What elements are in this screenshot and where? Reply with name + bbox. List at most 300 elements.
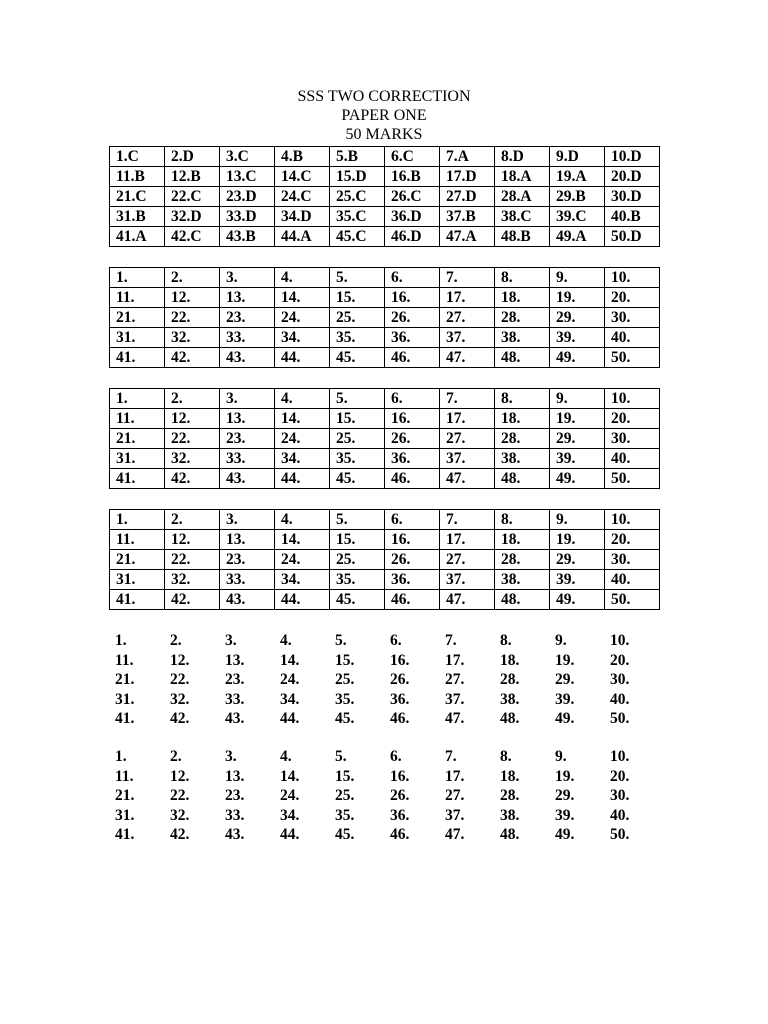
table-cell: 9.: [550, 510, 605, 530]
table-cell: 35.: [330, 570, 385, 590]
table-cell: 10.: [605, 268, 660, 288]
table-cell: 25.: [335, 787, 355, 804]
table-cell: 46.: [385, 590, 440, 610]
table-cell: 21.: [115, 787, 135, 804]
table-cell: 45.: [335, 710, 355, 727]
table-cell: 6.: [390, 632, 402, 649]
table-cell: 44.: [275, 348, 330, 368]
table-cell: 49.: [555, 710, 575, 727]
table-cell: 2.: [165, 389, 220, 409]
table-cell: 24.: [280, 671, 300, 688]
table-cell: 2.: [165, 510, 220, 530]
table-cell: 14.: [275, 530, 330, 550]
table-cell: 14.C: [275, 167, 330, 187]
table-cell: 12.: [165, 530, 220, 550]
table-cell: 26.C: [385, 187, 440, 207]
table-cell: 6.C: [385, 147, 440, 167]
table-cell: 23.: [225, 671, 245, 688]
table-cell: 45.C: [330, 227, 385, 247]
table-cell: 23.: [220, 308, 275, 328]
table-cell: 18.: [495, 530, 550, 550]
table-cell: 12.B: [165, 167, 220, 187]
table-cell: 15.: [330, 288, 385, 308]
table-cell: 48.: [500, 826, 520, 843]
table-cell: 46.: [390, 710, 410, 727]
table-cell: 27.: [445, 671, 465, 688]
table-cell: 11.: [110, 409, 165, 429]
table-cell: 29.: [550, 429, 605, 449]
table-cell: 20.: [605, 288, 660, 308]
table-cell: 47.: [445, 826, 465, 843]
table-cell: 4.: [275, 389, 330, 409]
table-row: [110, 409, 660, 429]
table-cell: 50.: [605, 348, 660, 368]
table-row: [109, 670, 659, 690]
table-cell: 9.: [555, 748, 567, 765]
table-cell: 12.: [165, 288, 220, 308]
table-cell: 31.: [110, 449, 165, 469]
blank-grid-table-3: [109, 509, 660, 610]
table-cell: 40.: [605, 449, 660, 469]
table-row: [110, 187, 660, 207]
table-cell: 19.: [550, 530, 605, 550]
table-row: [110, 268, 660, 288]
table-cell: 42.C: [165, 227, 220, 247]
table-row: [110, 167, 660, 187]
document-title: SSS TWO CORRECTION: [297, 88, 471, 105]
table-cell: 38.: [495, 449, 550, 469]
table-cell: 40.: [610, 690, 630, 708]
table-cell: 35.: [330, 328, 385, 348]
table-row: [110, 570, 660, 590]
table-cell: 33.: [225, 690, 245, 708]
table-cell: 19.: [550, 288, 605, 308]
table-cell: 50.D: [605, 227, 660, 247]
table-cell: 37.: [440, 570, 495, 590]
table-cell: 29.: [555, 671, 575, 688]
table-cell: 1.: [110, 389, 165, 409]
table-cell: 33.D: [220, 207, 275, 227]
table-cell: 33.: [225, 806, 245, 824]
table-cell: 9.: [550, 268, 605, 288]
table-cell: 47.: [440, 590, 495, 610]
table-cell: 21.: [110, 550, 165, 570]
table-cell: 18.: [500, 651, 520, 669]
table-cell: 27.: [440, 429, 495, 449]
table-cell: 40.: [605, 328, 660, 348]
table-cell: 36.: [390, 806, 410, 824]
table-row: [110, 288, 660, 308]
table-cell: 43.: [225, 826, 245, 843]
table-cell: 7.A: [440, 147, 495, 167]
table-cell: 37.: [440, 328, 495, 348]
table-cell: 9.: [550, 389, 605, 409]
table-row: [110, 590, 660, 610]
table-cell: 46.: [390, 826, 410, 843]
table-row: [109, 806, 659, 826]
table-cell: 49.: [550, 469, 605, 489]
table-cell: 26.: [390, 787, 410, 804]
table-cell: 40.: [605, 570, 660, 590]
table-cell: 18.: [500, 767, 520, 785]
table-cell: 30.: [610, 671, 630, 688]
table-cell: 21.: [110, 308, 165, 328]
table-cell: 1.: [115, 632, 127, 649]
table-cell: 5.: [330, 510, 385, 530]
table-row: [110, 429, 660, 449]
table-cell: 2.D: [165, 147, 220, 167]
table-cell: 14.: [275, 288, 330, 308]
table-cell: 39.: [550, 328, 605, 348]
table-cell: 36.: [385, 449, 440, 469]
table-cell: 17.: [440, 288, 495, 308]
table-cell: 28.A: [495, 187, 550, 207]
blank-grid-table-2: [109, 388, 660, 489]
table-cell: 24.C: [275, 187, 330, 207]
table-cell: 10.: [610, 748, 630, 765]
table-cell: 47.: [440, 469, 495, 489]
table-cell: 37.B: [440, 207, 495, 227]
table-row: [109, 786, 659, 806]
table-cell: 34.: [280, 806, 300, 824]
table-cell: 13.: [225, 651, 245, 669]
table-cell: 26.: [385, 550, 440, 570]
table-cell: 22.: [165, 550, 220, 570]
table-cell: 23.: [220, 550, 275, 570]
table-cell: 17.: [440, 530, 495, 550]
table-cell: 13.: [225, 767, 245, 785]
table-cell: 32.: [170, 690, 190, 708]
table-cell: 24.: [275, 308, 330, 328]
table-cell: 43.: [220, 469, 275, 489]
table-cell: 41.: [110, 348, 165, 368]
table-cell: 47.: [445, 710, 465, 727]
blank-number-list-1: [109, 631, 659, 729]
table-cell: 18.: [495, 409, 550, 429]
table-cell: 30.: [605, 308, 660, 328]
table-cell: 40.: [610, 806, 630, 824]
table-cell: 29.B: [550, 187, 605, 207]
table-cell: 15.: [330, 409, 385, 429]
table-cell: 25.: [330, 308, 385, 328]
table-cell: 46.: [385, 469, 440, 489]
table-cell: 41.: [115, 710, 135, 727]
table-cell: 34.: [275, 328, 330, 348]
table-cell: 8.: [495, 510, 550, 530]
table-cell: 42.: [170, 826, 190, 843]
table-cell: 25.C: [330, 187, 385, 207]
table-cell: 4.: [275, 510, 330, 530]
table-cell: 43.B: [220, 227, 275, 247]
table-cell: 37.: [445, 806, 465, 824]
table-cell: 4.B: [275, 147, 330, 167]
table-cell: 38.: [500, 806, 520, 824]
table-cell: 32.: [165, 328, 220, 348]
table-cell: 39.: [550, 449, 605, 469]
table-cell: 3.: [220, 389, 275, 409]
table-row: [110, 207, 660, 227]
answer-key-table: [109, 146, 660, 247]
table-cell: 17.: [440, 409, 495, 429]
table-cell: 24.: [275, 429, 330, 449]
table-cell: 23.D: [220, 187, 275, 207]
table-cell: 30.: [610, 787, 630, 804]
table-cell: 6.: [390, 748, 402, 765]
table-cell: 20.: [610, 767, 630, 785]
table-cell: 28.: [500, 787, 520, 804]
table-cell: 33.: [220, 449, 275, 469]
table-row: [110, 328, 660, 348]
table-cell: 2.: [170, 632, 182, 649]
table-cell: 17.: [445, 767, 465, 785]
table-cell: 31.: [110, 570, 165, 590]
table-cell: 32.D: [165, 207, 220, 227]
table-cell: 29.: [550, 550, 605, 570]
table-cell: 50.: [605, 469, 660, 489]
table-cell: 22.: [170, 787, 190, 804]
table-cell: 9.: [555, 632, 567, 649]
table-cell: 43.: [220, 590, 275, 610]
table-row: [110, 227, 660, 247]
table-row: [110, 147, 660, 167]
table-cell: 36.: [385, 570, 440, 590]
table-cell: 36.: [385, 328, 440, 348]
table-cell: 50.: [605, 590, 660, 610]
table-cell: 19.: [550, 409, 605, 429]
table-cell: 13.C: [220, 167, 275, 187]
table-cell: 26.: [385, 429, 440, 449]
table-cell: 48.: [495, 469, 550, 489]
table-row: [110, 550, 660, 570]
table-cell: 22.: [165, 308, 220, 328]
table-cell: 47.: [440, 348, 495, 368]
table-cell: 22.C: [165, 187, 220, 207]
table-cell: 21.C: [110, 187, 165, 207]
document-header: [0, 0, 768, 144]
table-cell: 42.: [170, 710, 190, 727]
table-cell: 33.: [220, 328, 275, 348]
table-cell: 28.: [495, 308, 550, 328]
table-row: [110, 449, 660, 469]
table-cell: 6.: [385, 268, 440, 288]
table-cell: 5.: [330, 389, 385, 409]
table-cell: 25.: [335, 671, 355, 688]
table-cell: 8.: [500, 748, 512, 765]
table-cell: 38.: [500, 690, 520, 708]
table-cell: 38.C: [495, 207, 550, 227]
table-cell: 49.A: [550, 227, 605, 247]
table-cell: 16.: [390, 651, 410, 669]
table-cell: 20.: [605, 409, 660, 429]
table-cell: 4.: [280, 632, 292, 649]
table-row: [110, 389, 660, 409]
table-cell: 31.: [110, 328, 165, 348]
table-cell: 44.: [275, 590, 330, 610]
table-cell: 28.: [495, 429, 550, 449]
table-cell: 14.: [275, 409, 330, 429]
table-cell: 3.: [220, 268, 275, 288]
table-cell: 3.: [225, 748, 237, 765]
table-cell: 17.: [445, 651, 465, 669]
table-cell: 31.B: [110, 207, 165, 227]
table-cell: 20.: [610, 651, 630, 669]
table-cell: 21.: [115, 671, 135, 688]
table-cell: 9.D: [550, 147, 605, 167]
table-cell: 32.: [165, 449, 220, 469]
table-cell: 30.D: [605, 187, 660, 207]
table-cell: 10.: [610, 632, 630, 649]
table-cell: 34.: [280, 690, 300, 708]
table-cell: 49.: [550, 590, 605, 610]
table-cell: 24.: [275, 550, 330, 570]
table-cell: 12.: [165, 409, 220, 429]
table-cell: 26.: [385, 308, 440, 328]
table-cell: 48.: [495, 590, 550, 610]
table-cell: 45.: [335, 826, 355, 843]
table-cell: 42.: [165, 590, 220, 610]
table-cell: 50.: [610, 710, 630, 727]
table-cell: 29.: [555, 787, 575, 804]
table-cell: 44.: [280, 826, 300, 843]
table-cell: 34.: [275, 449, 330, 469]
table-row: [109, 767, 659, 787]
table-cell: 27.: [440, 550, 495, 570]
table-cell: 16.: [385, 530, 440, 550]
table-cell: 12.: [170, 767, 190, 785]
table-cell: 10.: [605, 389, 660, 409]
table-cell: 35.: [335, 690, 355, 708]
table-cell: 5.B: [330, 147, 385, 167]
table-cell: 43.: [220, 348, 275, 368]
table-cell: 2.: [165, 268, 220, 288]
table-cell: 48.B: [495, 227, 550, 247]
table-cell: 11.: [110, 530, 165, 550]
table-cell: 15.: [330, 530, 385, 550]
table-cell: 26.: [390, 671, 410, 688]
table-cell: 27.: [440, 308, 495, 328]
table-cell: 22.: [170, 671, 190, 688]
table-cell: 42.: [165, 348, 220, 368]
table-cell: 50.: [610, 826, 630, 843]
table-cell: 41.: [110, 469, 165, 489]
table-cell: 16.: [390, 767, 410, 785]
table-cell: 8.: [495, 268, 550, 288]
table-cell: 43.: [225, 710, 245, 727]
table-cell: 15.: [335, 767, 355, 785]
table-cell: 30.: [605, 550, 660, 570]
table-cell: 1.: [115, 748, 127, 765]
marks-label: 50 MARKS: [345, 126, 423, 143]
table-cell: 35.C: [330, 207, 385, 227]
table-cell: 4.: [280, 748, 292, 765]
table-cell: 14.: [280, 651, 300, 669]
table-cell: 45.: [330, 590, 385, 610]
table-cell: 16.B: [385, 167, 440, 187]
table-cell: 10.: [605, 510, 660, 530]
table-cell: 41.A: [110, 227, 165, 247]
table-cell: 42.: [165, 469, 220, 489]
table-cell: 46.: [385, 348, 440, 368]
table-row: [109, 709, 659, 729]
table-cell: 1.: [110, 510, 165, 530]
table-cell: 10.D: [605, 147, 660, 167]
table-cell: 13.: [220, 288, 275, 308]
table-cell: 36.D: [385, 207, 440, 227]
table-cell: 5.: [335, 632, 347, 649]
table-cell: 5.: [335, 748, 347, 765]
table-cell: 3.C: [220, 147, 275, 167]
table-cell: 4.: [275, 268, 330, 288]
table-cell: 31.: [115, 806, 135, 824]
table-cell: 37.: [440, 449, 495, 469]
table-cell: 39.: [555, 806, 575, 824]
table-cell: 15.D: [330, 167, 385, 187]
table-cell: 11.: [115, 767, 134, 785]
table-cell: 41.: [110, 590, 165, 610]
table-row: [109, 825, 659, 845]
table-cell: 37.: [445, 690, 465, 708]
table-cell: 45.: [330, 469, 385, 489]
table-cell: 33.: [220, 570, 275, 590]
table-cell: 8.: [500, 632, 512, 649]
table-cell: 13.: [220, 530, 275, 550]
table-cell: 47.A: [440, 227, 495, 247]
table-cell: 25.: [330, 429, 385, 449]
table-cell: 36.: [390, 690, 410, 708]
table-cell: 5.: [330, 268, 385, 288]
table-cell: 7.: [445, 632, 457, 649]
table-cell: 11.: [110, 288, 165, 308]
table-cell: 45.: [330, 348, 385, 368]
table-cell: 6.: [385, 389, 440, 409]
table-cell: 40.B: [605, 207, 660, 227]
table-cell: 39.: [550, 570, 605, 590]
table-cell: 25.: [330, 550, 385, 570]
table-cell: 32.: [170, 806, 190, 824]
table-row: [110, 510, 660, 530]
table-cell: 1.C: [110, 147, 165, 167]
table-row: [110, 348, 660, 368]
table-row: [109, 651, 659, 671]
table-cell: 19.: [555, 767, 575, 785]
table-cell: 11.: [115, 651, 134, 669]
table-cell: 32.: [165, 570, 220, 590]
table-cell: 44.: [275, 469, 330, 489]
table-cell: 31.: [115, 690, 135, 708]
table-cell: 23.: [220, 429, 275, 449]
table-cell: 27.D: [440, 187, 495, 207]
table-cell: 12.: [170, 651, 190, 669]
table-cell: 44.: [280, 710, 300, 727]
table-cell: 39.C: [550, 207, 605, 227]
table-cell: 34.: [275, 570, 330, 590]
table-cell: 22.: [165, 429, 220, 449]
table-cell: 29.: [550, 308, 605, 328]
table-cell: 18.: [495, 288, 550, 308]
table-cell: 35.: [335, 806, 355, 824]
table-cell: 39.: [555, 690, 575, 708]
table-cell: 24.: [280, 787, 300, 804]
table-cell: 35.: [330, 449, 385, 469]
table-cell: 48.: [495, 348, 550, 368]
table-row: [109, 631, 659, 651]
table-cell: 38.: [495, 570, 550, 590]
table-cell: 28.: [500, 671, 520, 688]
table-cell: 48.: [500, 710, 520, 727]
table-cell: 27.: [445, 787, 465, 804]
table-cell: 11.B: [110, 167, 165, 187]
table-cell: 3.: [225, 632, 237, 649]
